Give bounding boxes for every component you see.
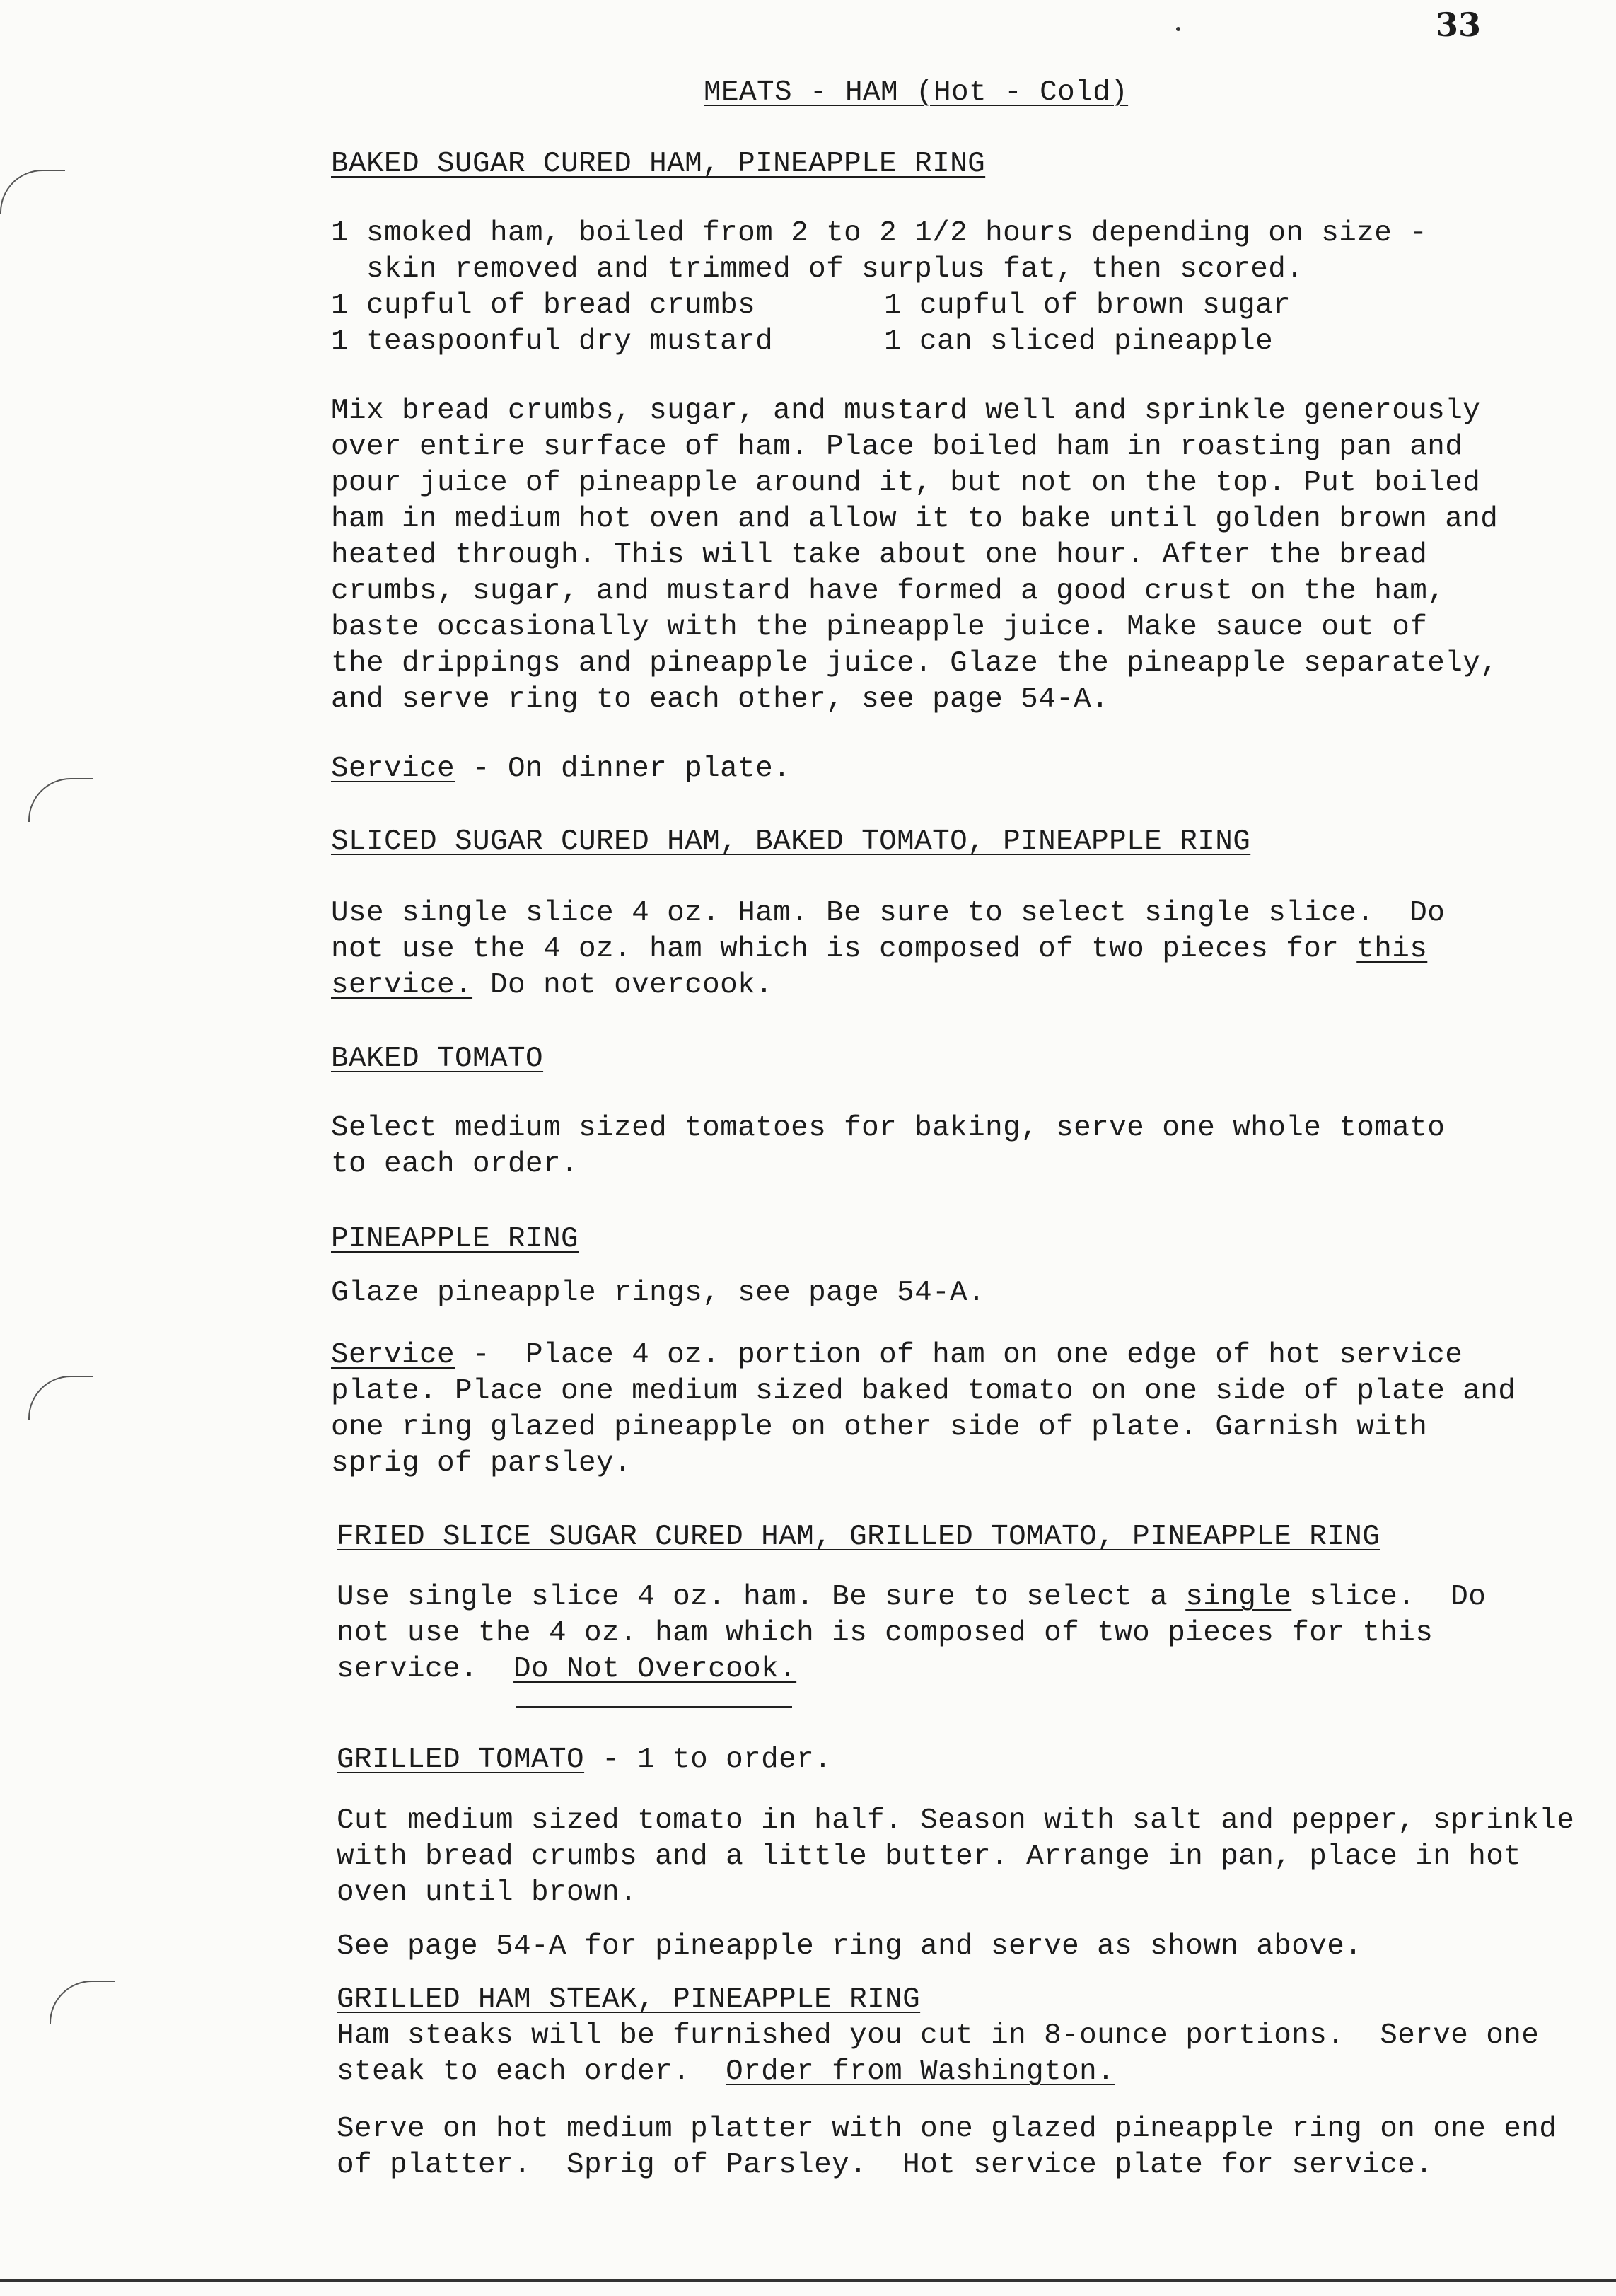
emphasis-single: single — [1185, 1581, 1292, 1613]
paragraph-line: over entire surface of ham. Place boiled ham in roasting pan and — [331, 431, 1463, 463]
paragraph-line: Ham steaks will be furnished you cut in 8-ounce portions. Serve one — [337, 2019, 1540, 2052]
paragraph-line: Serve on hot medium platter with one glazed pineapple ring on one end — [337, 2113, 1557, 2145]
ingredient-line: 1 cupful of brown sugar — [884, 289, 1291, 322]
paragraph-text: steak to each order. — [337, 2056, 726, 2088]
emphasis-this: this — [1356, 933, 1428, 966]
ingredient-line: 1 can sliced pineapple — [884, 325, 1274, 358]
paragraph-text: Do not overcook. — [472, 969, 774, 1002]
binder-hole-mark — [0, 170, 65, 214]
emphasis-do-not-overcook: Do Not Overcook. — [513, 1653, 797, 1686]
paragraph-line — [337, 2054, 1115, 2090]
bottom-edge-rule — [0, 2279, 1616, 2282]
paragraph-line: heated through. This will take about one hour. After the bread — [331, 539, 1428, 572]
paragraph-line: Glaze pineapple rings, see page 54-A. — [331, 1277, 986, 1309]
paragraph-line: See page 54-A for pineapple ring and serve as shown above. — [337, 1930, 1363, 1963]
section-heading-pineapple-ring: PINEAPPLE RING — [331, 1223, 579, 1256]
ingredient-line: skin removed and trimmed of surplus fat, then scored. — [331, 253, 1304, 286]
emphasis-service: service. — [331, 969, 473, 1002]
paragraph-line — [337, 1652, 796, 1688]
paragraph-line: ham in medium hot oven and allow it to bake until golden brown and — [331, 503, 1499, 535]
paragraph-text: slice. Do — [1291, 1581, 1487, 1613]
ingredient-line: 1 cupful of bread crumbs — [331, 289, 756, 322]
paragraph-text: Use single slice 4 oz. ham. Be sure to select a — [337, 1581, 1186, 1613]
paragraph-line: the drippings and pineapple juice. Glaze the pineapple separately, — [331, 647, 1499, 680]
paragraph-line: Use single slice 4 oz. Ham. Be sure to select single slice. Do — [331, 897, 1446, 929]
paragraph-line: Mix bread crumbs, sugar, and mustard well and sprinkle generously — [331, 395, 1481, 427]
double-underline-rule — [516, 1706, 792, 1708]
paragraph-text: not use the 4 oz. ham which is composed of two pieces for — [331, 933, 1357, 966]
page-number: 33 — [1436, 6, 1482, 44]
binder-hole-mark — [50, 1981, 115, 2024]
service-text: - Place 4 oz. portion of ham on one edge of hot service — [455, 1339, 1463, 1372]
paragraph-line: with bread crumbs and a little butter. Arrange in pan, place in hot — [337, 1840, 1522, 1873]
paragraph-line: one ring glazed pineapple on other side of plate. Garnish with — [331, 1411, 1428, 1444]
paragraph-line: crumbs, sugar, and mustard have formed a good crust on the ham, — [331, 575, 1446, 608]
section-heading-baked-ham: BAKED SUGAR CURED HAM, PINEAPPLE RING — [331, 148, 986, 180]
paragraph-line: baste occasionally with the pineapple juice. Make sauce out of — [331, 611, 1428, 644]
heading-tail: - 1 to order. — [584, 1744, 832, 1776]
ingredient-line: 1 smoked ham, boiled from 2 to 2 1/2 hours depending on size - — [331, 217, 1428, 250]
speck-mark — [1176, 27, 1180, 31]
section-heading-baked-tomato: BAKED TOMATO — [331, 1043, 544, 1075]
section-heading-line — [337, 1742, 832, 1778]
paragraph-line — [331, 968, 773, 1004]
paragraph-line: of platter. Sprig of Parsley. Hot service plate for service. — [337, 2149, 1434, 2181]
paragraph-line: sprig of parsley. — [331, 1447, 632, 1480]
service-label: Service — [331, 1339, 455, 1372]
service-text: - On dinner plate. — [455, 753, 791, 785]
service-label: Service — [331, 753, 455, 785]
binder-hole-mark — [28, 778, 93, 822]
paragraph-line: not use the 4 oz. ham which is composed of two pieces for this — [337, 1617, 1434, 1649]
section-heading-sliced-ham: SLICED SUGAR CURED HAM, BAKED TOMATO, PINEAPPLE RING — [331, 825, 1251, 858]
page-title: MEATS - HAM (Hot - Cold) — [704, 76, 1129, 109]
paragraph-line — [331, 932, 1427, 968]
service-line — [331, 1338, 1463, 1374]
section-heading-fried-slice-ham: FRIED SLICE SUGAR CURED HAM, GRILLED TOMATO, PINEAPPLE RING — [337, 1521, 1380, 1553]
paragraph-line: oven until brown. — [337, 1877, 638, 1909]
section-heading-grilled-ham-steak: GRILLED HAM STEAK, PINEAPPLE RING — [337, 1983, 921, 2016]
paragraph-line: Cut medium sized tomato in half. Season with salt and pepper, sprinkle — [337, 1804, 1575, 1837]
paragraph-line: Select medium sized tomatoes for baking, serve one whole tomato — [331, 1112, 1446, 1144]
ingredient-line: 1 teaspoonful dry mustard — [331, 325, 774, 358]
paragraph-line — [337, 1579, 1486, 1616]
paragraph-line: to each order. — [331, 1148, 579, 1181]
paragraph-line: plate. Place one medium sized baked tomato on one side of plate and — [331, 1375, 1516, 1408]
paragraph-line: pour juice of pineapple around it, but not on the top. Put boiled — [331, 467, 1481, 499]
binder-hole-mark — [28, 1376, 93, 1420]
section-heading-grilled-tomato: GRILLED TOMATO — [337, 1744, 585, 1776]
service-line — [331, 751, 791, 787]
paragraph-text: service. — [337, 1653, 514, 1686]
paragraph-line: and serve ring to each other, see page 54-A. — [331, 683, 1110, 716]
emphasis-order-from-washington: Order from Washington. — [726, 2056, 1115, 2088]
